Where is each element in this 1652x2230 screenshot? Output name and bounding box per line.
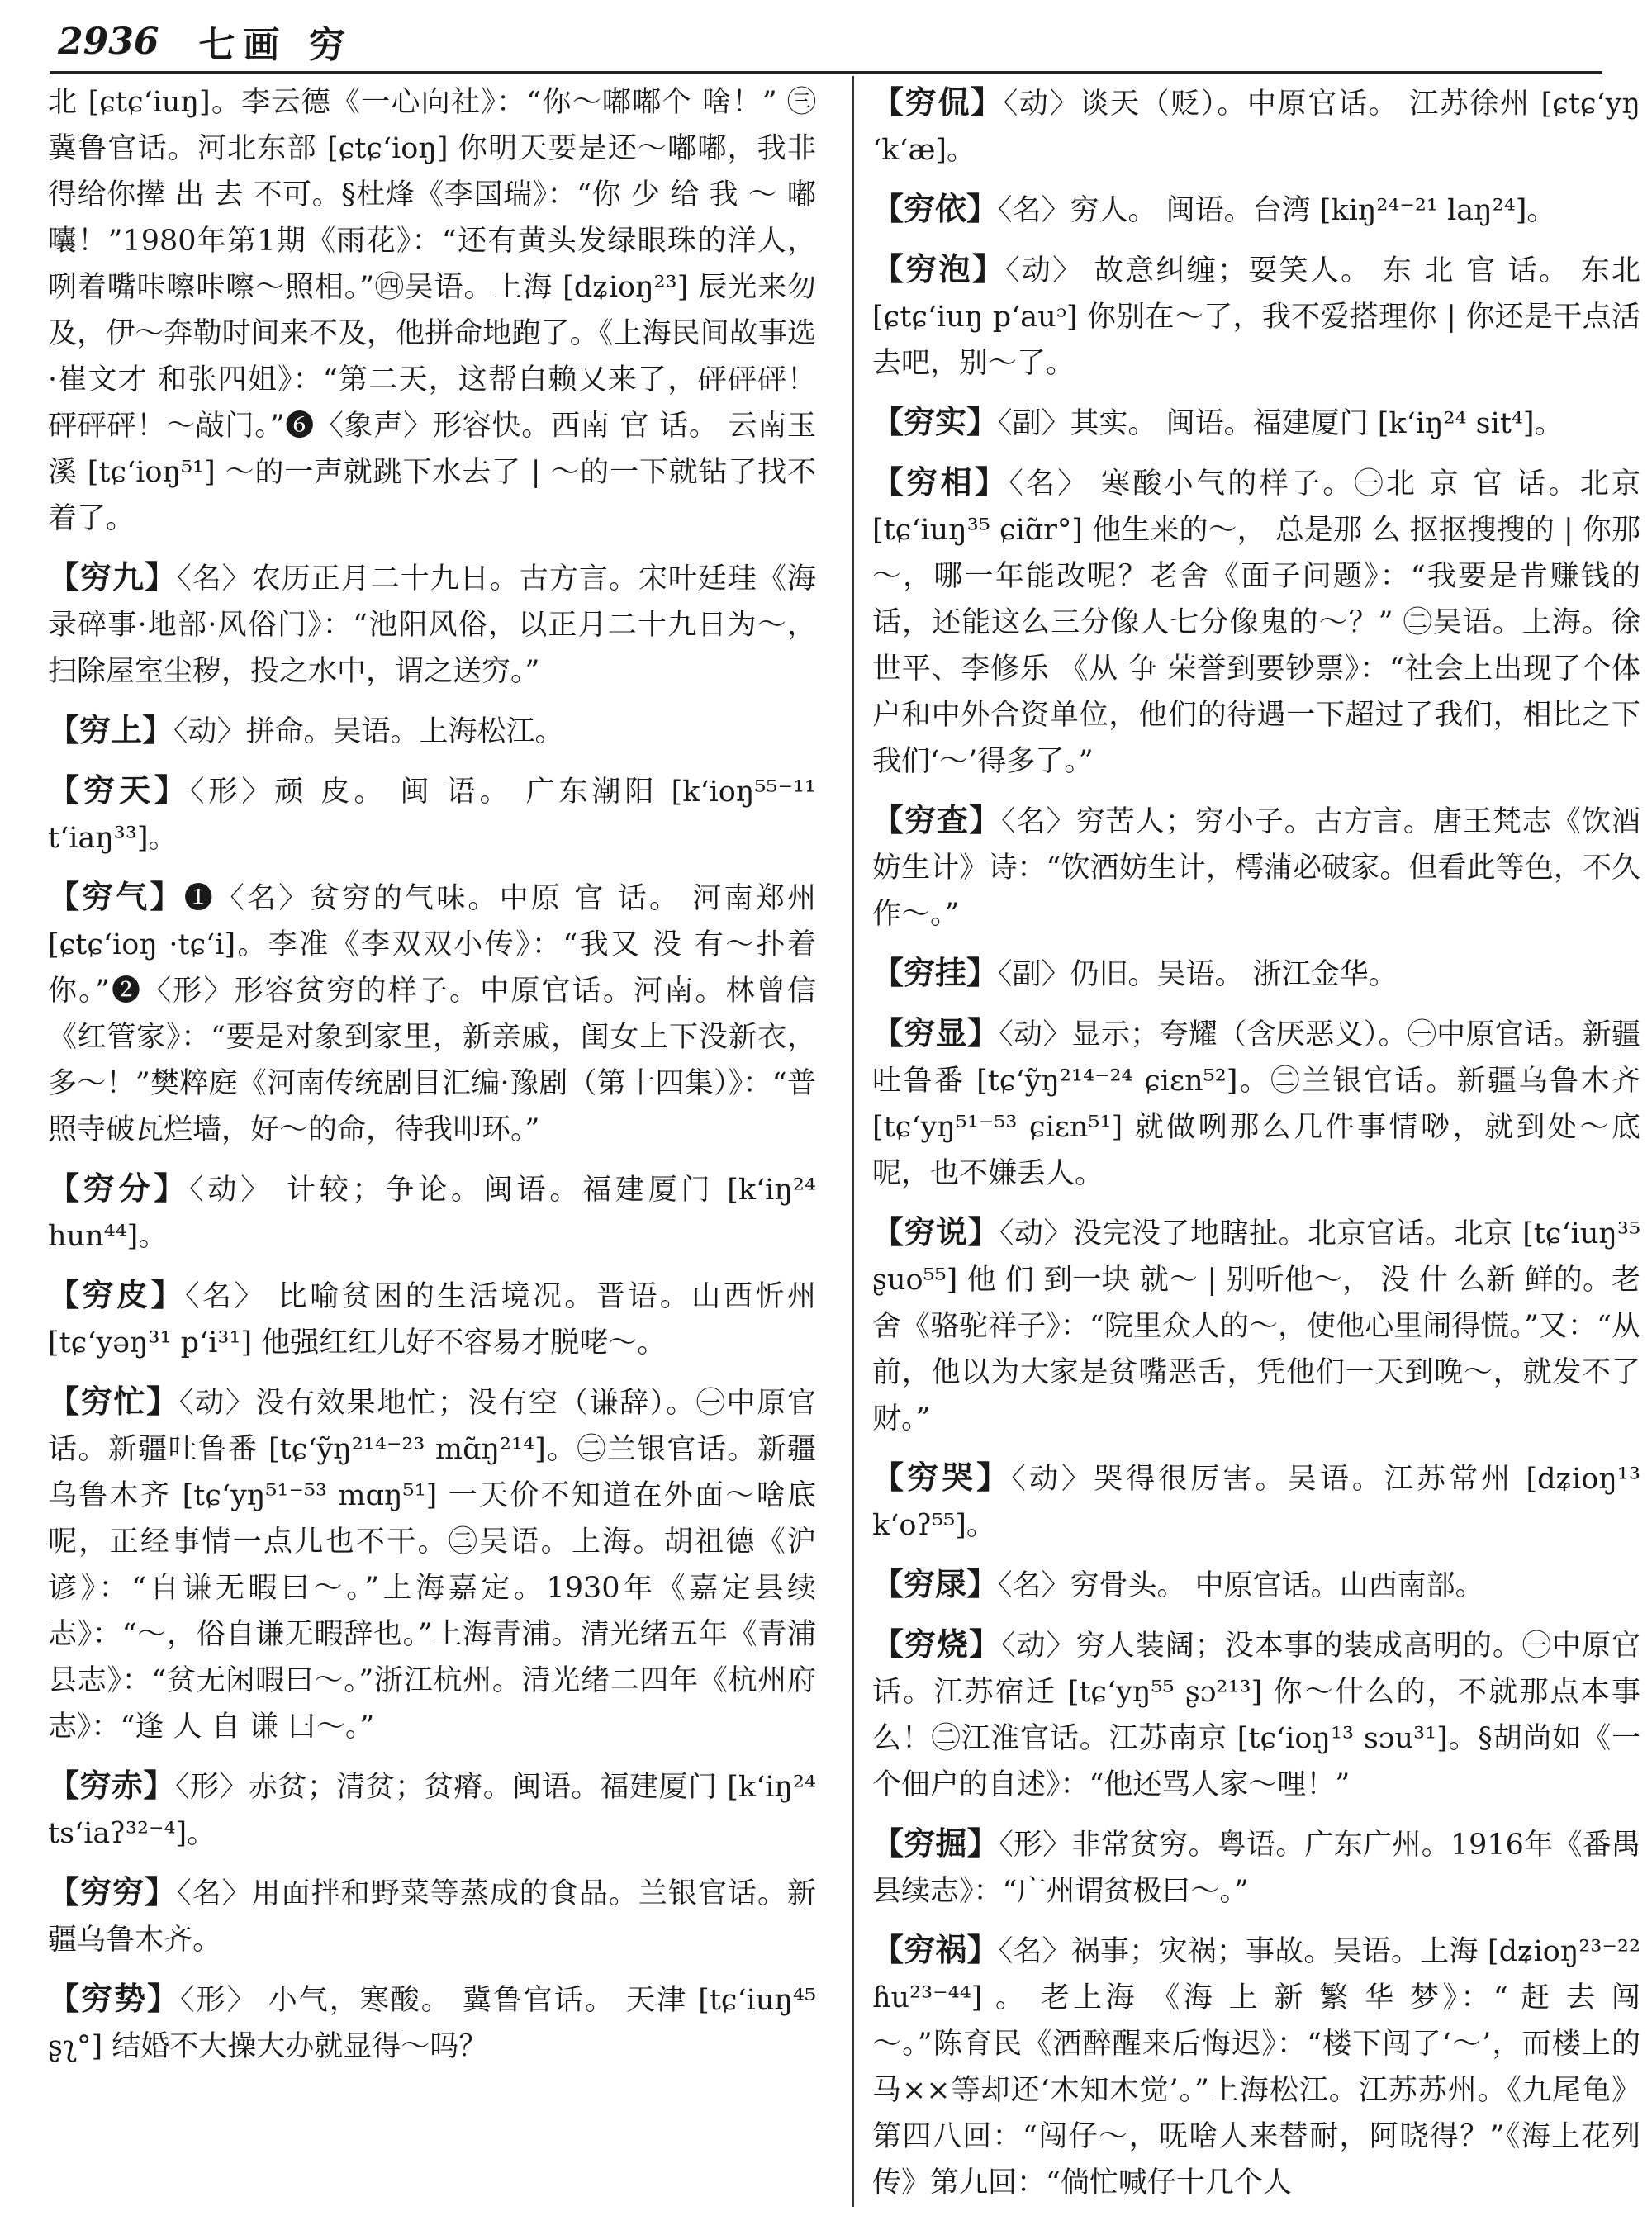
entry-qiongqi	[48, 874, 816, 1153]
entry-body: 〈动〉拼命。吴语。上海松江。	[173, 715, 564, 748]
entry-head: 【穷赤】	[48, 1767, 175, 1804]
entry-head: 【穷哭】	[872, 1459, 1012, 1496]
left-column	[48, 79, 816, 2218]
entry-body: 〈副〉仍旧。吴语。 浙江金华。	[998, 958, 1398, 991]
section-title: 七画 穷	[198, 24, 354, 66]
entry-body: 〈副〉其实。 闽语。福建厦门 [kʻiŋ²⁴ sit⁴]。	[998, 407, 1564, 440]
entry-body: 〈名〉穷骨头。 中原官话。山西南部。	[998, 1569, 1484, 1602]
entry-body: 〈名〉穷苦人；穷小子。古方言。唐王梵志《饮酒妨生计》诗：“饮酒妨生计，樗蒲必破家。但看此等色，不久作～。”	[872, 805, 1640, 931]
entry-head: 【穷祸】	[872, 1931, 999, 1968]
entry-qiongguai	[872, 950, 1640, 998]
entry-qiongpao	[872, 246, 1640, 387]
entry-head: 【穷查】	[872, 801, 1002, 838]
entry-qionghuo	[872, 1927, 1640, 2206]
entry-head: 【穷实】	[872, 403, 999, 440]
entry-body: 〈形〉赤贫；清贫；贫瘠。闽语。福建厦门 [kʻiŋ²⁴ tsʻiaʔ³²⁻⁴]。	[48, 1771, 816, 1850]
entry-head: 【穷说】	[872, 1213, 1000, 1250]
entry-head: 【穷挂】	[872, 954, 999, 991]
entry-qiongshi	[48, 1976, 816, 2070]
entry-qiongku	[872, 1454, 1640, 1549]
entry-qiongqiong	[48, 1869, 816, 1963]
entry-head: 【穷侃】	[872, 83, 1004, 121]
entry-qiongjue	[872, 1820, 1640, 1914]
entry-head: 【穷显】	[872, 1014, 999, 1051]
entry-head: 【穷依】	[872, 190, 999, 227]
entry-body: 〈动〉穷人装阔；没本事的装成高明的。㊀中原官话。江苏宿迁 [tɕʻyŋ⁵⁵ ʂɔ²¹³] 你～什么的，不就那点本事么！㊁江淮官话。江苏南京 [tɕʻioŋ¹³ sɔu³¹]。§胡尚如《一个佃户的自述》：“他还骂人家～哩！”	[872, 1630, 1640, 1801]
entry-qiongchi	[48, 1763, 816, 1857]
entry-body: 〈形〉 小气，寒酸。 冀鲁官话。 天津 [tɕʻiuŋ⁴⁵ ʂʅ°] 结婚不大操大办就显得～吗？	[48, 1984, 816, 2063]
entry-head: 【穷泡】	[872, 250, 1006, 287]
entry-qiongfen	[48, 1165, 816, 1260]
entry-body: 〈名〉 比喻贫困的生活境况。晋语。山西忻州 [tɕʻyəŋ³¹ pʻi³¹] 他强红红儿好不容易才脱咾～。	[48, 1280, 816, 1359]
entry-head: 【穷穷】	[48, 1873, 178, 1910]
entry-qiongxiang	[872, 459, 1640, 785]
entry-head: 【穷势】	[48, 1980, 181, 2017]
entry-qiongtian	[48, 767, 816, 861]
entry-body: 〈动〉显示；夸耀（含厌恶义）。㊀中原官话。新疆吐鲁番 [tɕʻỹŋ²¹⁴⁻²⁴ ɕiɛn⁵²]。㊁兰银官话。新疆乌鲁木齐 [tɕʻyŋ⁵¹⁻⁵³ ɕiɛn⁵¹] 就做咧那么几件事情唦，就到处～底呢，也不嫌丢人。	[872, 1018, 1640, 1190]
entry-qiongkan	[872, 79, 1640, 173]
entry-qiongnong	[872, 186, 1640, 234]
entry-body: ❶〈名〉贫穷的气味。中原 官 话。 河南郑州 [ɕtɕʻioŋ ·tɕʻi]。李准《李双双小传》：“我又 没 有～扑着你。”❷〈形〉形容贫穷的样子。中原官话。河南。林曾信《红管家》：“要是对象到家里，新亲戚，闺女上下没新衣，多～！”樊粹庭《河南传统剧目汇编·豫剧（第十四集）》：“普照寺破瓦烂墙，好～的命，待我叩环。”	[48, 882, 816, 1146]
entry-head: 【穷㞗】	[872, 1565, 999, 1602]
header-rule	[50, 71, 1602, 74]
entry-body: 〈动〉哭得很厉害。吴语。江苏常州 [dʑioŋ¹³ kʻoʔ⁵⁵]。	[872, 1463, 1640, 1542]
entry-head: 【穷掘】	[872, 1824, 999, 1862]
entry-body: 〈形〉顽 皮。 闽 语。 广东潮阳 [kʻioŋ⁵⁵⁻¹¹ tʻiaŋ³³]。	[48, 776, 816, 855]
entry-head: 【穷分】	[48, 1170, 190, 1207]
entry-body: 〈动〉没有效果地忙；没有空（谦辞）。㊀中原官话。新疆吐鲁番 [tɕʻỹŋ²¹⁴⁻²³ mɑ̃ŋ²¹⁴]。㊁兰银官话。新疆乌鲁木齐 [tɕʻyŋ⁵¹⁻⁵³ mɑŋ⁵¹] 一天价不知道在外面～啥底呢，正经事情一点儿也不干。㊂吴语。上海。胡祖德《沪谚》：“自谦无暇曰～。”上海嘉定。1930年《嘉定县续志》：“～，俗自谦无暇辞也。”上海青浦。清光绪五年《青浦县志》：“贫无闲暇曰～。”浙江杭州。清光绪二四年《杭州府志》：“逢 人 自 谦 曰～。”	[48, 1387, 816, 1744]
entry-head: 【穷相】	[872, 463, 1009, 501]
page-number: 2936	[58, 20, 159, 63]
entry-body: 〈动〉没完没了地瞎扯。北京官话。北京 [tɕʻiuŋ³⁵ ʂuo⁵⁵] 他 们 到一块 就～ | 别听他～， 没 什 么新 鲜的。老舍《骆驼祥子》：“院里众人的～，使他心里闹得慌。”又：“从前，他以为大家是贫嘴恶舌，凭他们一天到晚～，就发不了财。”	[872, 1217, 1640, 1435]
entry-qiongcha	[872, 797, 1640, 937]
entry-body: 〈名〉农历正月二十九日。古方言。宋叶廷珪《海录碎事·地部·风俗门》：“池阳风俗，以正月二十九日为～，扫除屋室尘秽，投之水中，谓之送穷。”	[48, 562, 816, 688]
entry-qiongshi-adv	[872, 399, 1640, 447]
entry-head: 【穷上】	[48, 711, 174, 748]
entry-body: 〈形〉非常贫穷。粤语。广东广州。1916年《番禺县续志》：“广州谓贫极曰～。”	[872, 1829, 1640, 1908]
entry-head: 【穷皮】	[48, 1276, 186, 1313]
entry-qiongpi	[48, 1272, 816, 1366]
entry-head: 【穷天】	[48, 771, 190, 809]
entry-head: 【穷烧】	[872, 1625, 1002, 1663]
entry-head: 【穷忙】	[48, 1383, 179, 1420]
continued-entry-text: 北 [ɕtɕʻiuŋ]。李云德《一心向社》：“你～嘟嘟个 啥！” ㊂冀鲁官话。河北东部 [ɕtɕʻioŋ] 你明天要是还～嘟嘟，我非得给你撵 出 去 不可。§杜烽《李国瑞》：“你 少 给 我 ～ 嘟 囔！”1980年第1期《雨花》：“还有黄头发绿眼珠的洋人，咧着嘴咔嚓咔嚓～照相。”㊃吴语。上海 [dʑioŋ²³] 辰光来勿及，伊～奔勒时间来不及，他拼命地跑了。《上海民间故事选·崔文才 和张四姐》：“第二天，这帮白赖又来了，砰砰砰！砰砰砰！～敲门。”❻〈象声〉形容快。西南 官 话。 云南玉溪 [tɕʻioŋ⁵¹] ～的一声就跳下水去了 | ～的一下就钻了找不着了。	[48, 86, 816, 535]
entry-qiongxian	[872, 1010, 1640, 1197]
entry-qiongsong	[872, 1561, 1640, 1609]
column-divider	[852, 76, 854, 2207]
entry-head: 【穷九】	[48, 558, 178, 595]
entry-qiongshuo	[872, 1209, 1640, 1442]
entry-qiongmang	[48, 1378, 816, 1750]
entry-body: 〈名〉穷人。 闽语。台湾 [kiŋ²⁴⁻²¹ laŋ²⁴]。	[998, 194, 1556, 227]
entry-body: 〈动〉 故意纠缠；耍笑人。 东 北 官 话。 东北 [ɕtɕʻiuŋ pʻauᵓ] 你别在～了，我不爱搭理你 | 你还是干点活去吧，别～了。	[872, 254, 1640, 380]
entry-body: 〈名〉 寒酸小气的样子。㊀北 京 官 话。北京 [tɕʻiuŋ³⁵ ɕiɑ̃r°] 他生来的～， 总是那 么 抠抠搜搜的 | 你那～，哪一年能改呢？老舍《面子问题》：“我要是肯赚钱的话，还能这么三分像人七分像鬼的～？” ㊁吴语。上海。徐世平、李修乐 《从 争 荣誉到要钞票》：“社会上出现了个体户和中外合资单位，他们的待遇一下超过了我们，相比之下我们‘～’得多了。”	[872, 467, 1640, 778]
entry-qiongjiu	[48, 554, 816, 695]
entry-qiongshang	[48, 707, 816, 755]
right-column	[872, 79, 1640, 2218]
entry-body: 〈动〉谈天（贬）。中原官话。 江苏徐州 [ɕtɕʻyŋ ʻkʻæ]。	[872, 88, 1640, 167]
entry-body: 〈名〉祸事；灾祸；事故。吴语。上海 [dʑioŋ²³⁻²² ɦu²³⁻⁴⁴] 。 老上海 《海 上 新 繁 华 梦》：“ 赶 去 闯 ～。”陈育民《酒醉醒来后悔迟》：“楼下闯了‘～’，而楼上的马××等却还‘木知木觉’。”上海松江。江苏苏州。《九尾龟》第四八回：“闯仔～，呒啥人来替耐，阿晓得？”《海上花列传》第九回：“倘忙喊仔十几个人	[872, 1935, 1640, 2199]
entry-body: 〈名〉用面拌和野菜等蒸成的食品。兰银官话。新疆乌鲁木齐。	[48, 1877, 816, 1957]
entry-qiongshao	[872, 1621, 1640, 1808]
entry-body: 〈动〉 计较；争论。闽语。福建厦门 [kʻiŋ²⁴ hun⁴⁴]。	[48, 1174, 816, 1253]
entry-head: 【穷气】	[48, 878, 184, 915]
page-header	[58, 12, 1594, 71]
